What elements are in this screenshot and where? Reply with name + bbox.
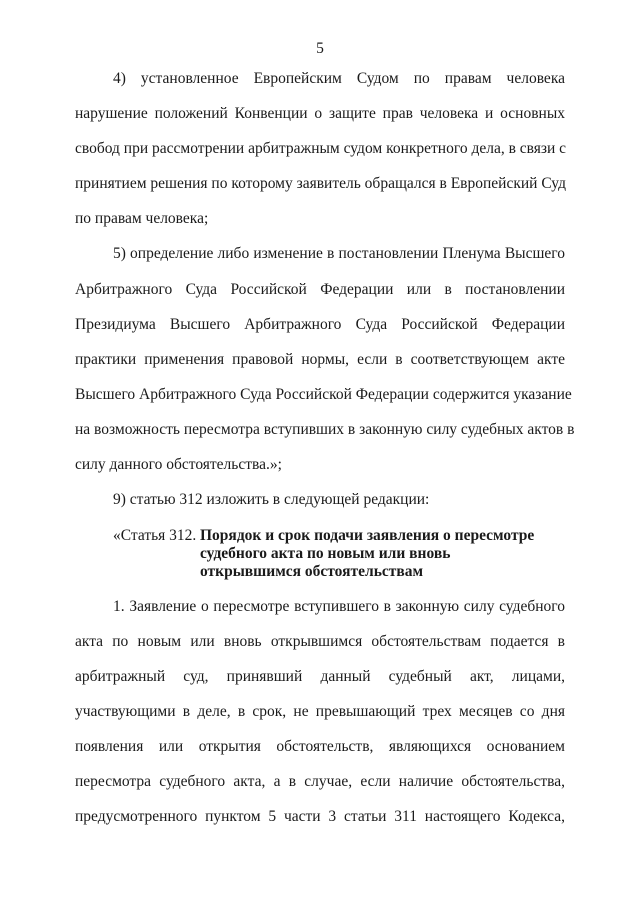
p5-line-3: Президиума Высшего Арбитражного Суда Российской Федерации [75, 316, 565, 333]
p5-line-2: Арбитражного Суда Российской Федерации или в постановлении [75, 281, 565, 298]
clause1-line-6: пересмотра судебного акта, а в случае, если наличие обстоятельства, [75, 773, 565, 790]
article-prefix: «Статья 312. [113, 527, 197, 544]
p5-line-1: 5) определение либо изменение в постановлении Пленума Высшего [113, 245, 565, 262]
article-title-line-3: открывшимся обстоятельствам [200, 563, 424, 580]
p4-line-4: принятием решения по которому заявитель обращался в Европейский Суд [75, 175, 566, 192]
p5-line-7: силу данного обстоятельства.»; [75, 456, 282, 473]
clause1-line-4: участвующими в деле, в срок, не превышающий трех месяцев со дня [75, 703, 565, 720]
clause1-line-1: 1. Заявление о пересмотре вступившего в законную силу судебного [113, 598, 565, 615]
p5-line-5: Высшего Арбитражного Суда Российской Федерации содержится указание [75, 386, 572, 403]
article-title-line-2: судебного акта по новым или вновь [200, 545, 451, 562]
page-number: 5 [316, 40, 324, 57]
clause1-line-7: предусмотренного пунктом 5 части 3 статьи 311 настоящего Кодекса, [75, 808, 565, 825]
item-9-line: 9) статью 312 изложить в следующей редакции: [113, 491, 430, 508]
p4-line-2: нарушение положений Конвенции о защите прав человека и основных [75, 105, 565, 122]
p4-line-3: свобод при рассмотрении арбитражным судом конкретного дела, в связи с [75, 140, 567, 157]
p4-line-5: по правам человека; [75, 210, 209, 227]
p5-line-6: на возможность пересмотра вступивших в законную силу судебных актов в [75, 421, 575, 438]
clause1-line-3: арбитражный суд, принявший данный судебный акт, лицами, [75, 668, 565, 685]
clause1-line-5: появления или открытия обстоятельств, являющихся основанием [75, 738, 565, 755]
p5-line-4: практики применения правовой нормы, если в соответствующем акте [75, 351, 565, 368]
p4-line-1: 4) установленное Европейским Судом по правам человека [113, 70, 565, 87]
article-title-line-1: Порядок и срок подачи заявления о пересмотре [200, 527, 535, 544]
clause1-line-2: акта по новым или вновь открывшимся обстоятельствам подается в [75, 633, 565, 650]
